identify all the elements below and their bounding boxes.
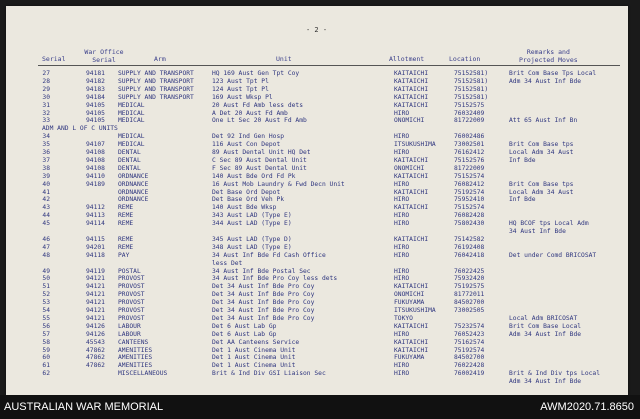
serial-cell: 53	[42, 299, 50, 307]
allotment-cell: FUKUYAMA	[394, 299, 425, 307]
unit-cell: Brit & Ind Div GSI Liaison Sec	[212, 370, 326, 378]
war-office-serial-cell: 94121	[86, 283, 105, 291]
allotment-cell: HIRO	[394, 275, 410, 283]
unit-cell: 140 Aust Bde Ord Fd Pk	[212, 172, 296, 180]
table-row	[6, 86, 628, 94]
arm-cell: PROVOST	[118, 307, 145, 314]
table-row	[6, 133, 628, 141]
serial-cell: 54	[42, 307, 50, 314]
table-row	[6, 173, 628, 181]
unit-cell: 34 Aust Inf Bde Postal Sec	[212, 267, 311, 275]
header-serial: Serial	[42, 55, 66, 63]
location-cell: 75192574	[454, 346, 485, 354]
footer-bar	[0, 395, 640, 419]
serial-cell: 40	[42, 180, 50, 188]
war-office-serial-cell: 94182	[86, 77, 105, 85]
unit-cell: Det 6 Aust Lab Gp	[212, 330, 277, 338]
serial-cell: 44	[42, 212, 50, 220]
serial-cell: 30	[42, 93, 50, 101]
unit-cell: 124 Aust Tpt Pl	[212, 85, 269, 93]
location-cell: 75192575	[454, 283, 485, 291]
header-arm: Arm	[154, 55, 166, 63]
allotment-cell: HIRO	[394, 196, 410, 204]
war-office-serial-cell: 94119	[86, 267, 105, 275]
unit-cell: One Lt Sec 20 Aust Fd Amb	[212, 117, 307, 125]
war-office-serial-cell: 94184	[86, 93, 105, 101]
serial-cell: 52	[42, 291, 50, 299]
arm-cell: REME	[118, 220, 134, 228]
remarks-cell: Adm 34 Aust Inf Bde	[509, 77, 582, 85]
serial-cell: 29	[42, 85, 50, 93]
serial-cell: 45	[42, 220, 50, 228]
location-cell: 75192574	[454, 188, 485, 196]
unit-cell: Det 34 Aust Inf Bde Pro Coy	[212, 291, 315, 299]
location-cell: 76082412	[454, 180, 485, 188]
arm-cell: MEDICAL	[118, 109, 145, 117]
arm-cell: REME	[118, 235, 134, 243]
allotment-cell: HIRO	[394, 330, 410, 338]
serial-cell: 32	[42, 109, 50, 117]
unit-cell: 34 Aust Inf Bde Fd Cash Office	[212, 251, 326, 259]
allotment-cell: HIRO	[394, 180, 410, 188]
remarks-cell: Inf Bde	[509, 196, 536, 204]
arm-cell: LABOUR	[118, 330, 141, 338]
arm-cell: ORDNANCE	[118, 172, 149, 180]
table-row	[6, 204, 628, 212]
unit-cell: Det 34 Aust Inf Bde Pro Coy	[212, 307, 315, 314]
location-cell: 73002501	[454, 141, 485, 149]
arm-cell: SUPPLY AND TRANSPORT	[118, 77, 194, 85]
unit-cell: HQ 169 Aust Gen Tpt Coy	[212, 70, 300, 77]
table-row	[6, 220, 628, 228]
war-office-serial-cell: 45543	[86, 338, 105, 346]
serial-cell: 58	[42, 338, 50, 346]
serial-cell: 35	[42, 141, 50, 149]
arm-cell: DENTAL	[118, 164, 141, 172]
allotment-cell: KAITAICHI	[394, 172, 429, 180]
arm-cell: AMENITIES	[118, 346, 153, 354]
unit-cell: 169 Aust Wksp Pl	[212, 93, 273, 101]
location-cell: 76082428	[454, 212, 485, 220]
location-cell: 75152581)	[454, 85, 489, 93]
location-cell: 76022428	[454, 362, 485, 370]
unit-cell: 16 Aust Mob Laundry & Fwd Decn Unit	[212, 180, 345, 188]
serial-cell: 41	[42, 188, 50, 196]
war-office-serial-cell: 94121	[86, 275, 105, 283]
unit-cell: F Sec 89 Aust Dental Unit	[212, 164, 307, 172]
remarks-cell: HQ BCOF tps Local Adm	[509, 220, 589, 228]
serial-cell: 31	[42, 101, 50, 109]
table-row	[6, 157, 628, 165]
unit-cell: 344 Aust LAD (Type E)	[212, 220, 292, 228]
location-cell: 75162574	[454, 338, 485, 346]
unit-cell: Det 1 Aust Cinema Unit	[212, 346, 296, 354]
unit-cell: 116 Aust Con Depot	[212, 141, 281, 149]
location-cell: 76032409	[454, 109, 485, 117]
war-office-serial-cell: 94201	[86, 243, 105, 251]
header-allotment: Allotment	[389, 55, 425, 63]
unit-cell: C Sec 89 Aust Dental Unit	[212, 156, 307, 164]
war-office-serial-cell: 47862	[86, 346, 105, 354]
header-rule	[38, 65, 620, 66]
war-office-serial-cell: 94108	[86, 156, 105, 164]
allotment-cell: HIRO	[394, 212, 410, 220]
table-row	[6, 323, 628, 331]
serial-cell: 49	[42, 267, 50, 275]
remarks-cell: Brit Com Base tps	[509, 141, 574, 149]
location-cell: 76002486	[454, 133, 485, 141]
allotment-cell: KAITAICHI	[394, 204, 429, 212]
arm-cell: POSTAL	[118, 267, 141, 275]
table-row	[6, 102, 628, 110]
location-cell: 75802430	[454, 220, 485, 228]
allotment-cell: KAITAICHI	[394, 93, 429, 101]
unit-cell: 343 Aust LAD (Type E)	[212, 212, 292, 220]
location-cell: 75152581)	[454, 77, 489, 85]
arm-cell: AMENITIES	[118, 362, 153, 370]
table-row	[6, 275, 628, 283]
allotment-cell: KAITAICHI	[394, 77, 429, 85]
unit-cell: 20 Aust Fd Amb less dets	[212, 101, 303, 109]
unit-cell: A Det 20 Aust Fd Amb	[212, 109, 288, 117]
unit-cell: Det AA Canteens Service	[212, 338, 300, 346]
arm-cell: PROVOST	[118, 275, 145, 283]
allotment-cell: FUKUYAMA	[394, 354, 425, 362]
allotment-cell: ONOMICHI	[394, 117, 425, 125]
allotment-cell: KAITAICHI	[394, 235, 429, 243]
document-page	[6, 6, 628, 395]
unit-cell: Det 34 Aust Inf Bde Pro Coy	[212, 283, 315, 291]
serial-cell: 50	[42, 275, 50, 283]
war-office-serial-cell: 94105	[86, 117, 105, 125]
unit-cell: 34 Aust Inf Bde Pro Coy less dets	[212, 275, 338, 283]
table-row	[6, 244, 628, 252]
footer-reference: AWM2020.71.8650	[540, 401, 634, 413]
unit-cell: Det 1 Aust Cinema Unit	[212, 354, 296, 362]
allotment-cell: HIRO	[394, 149, 410, 156]
arm-cell: MEDICAL	[118, 117, 145, 125]
allotment-cell: KAITAICHI	[394, 101, 429, 109]
location-cell: 75152575	[454, 101, 485, 109]
allotment-cell: KAITAICHI	[394, 338, 429, 346]
arm-cell: CANTEENS	[118, 338, 149, 346]
table-row	[6, 236, 628, 244]
table-row	[6, 78, 628, 86]
remarks-cell: Adm 34 Aust Inf Bde	[509, 330, 582, 338]
footer-institution: AUSTRALIAN WAR MEMORIAL	[4, 401, 164, 413]
war-office-serial-cell: 94126	[86, 330, 105, 338]
table-row	[6, 331, 628, 339]
remarks-cell: Brit Com Base tps	[509, 180, 574, 188]
remarks-cell: Local Adm 34 Aust	[509, 188, 574, 196]
location-cell: 75152581)	[454, 70, 489, 77]
table-row	[6, 181, 628, 189]
arm-cell: MEDICAL	[118, 133, 145, 141]
remarks-cell: Att 65 Aust Inf Bn	[509, 117, 578, 125]
allotment-cell: KAITAICHI	[394, 70, 429, 77]
table-row	[6, 370, 628, 378]
remarks-cell: Local Adm 34 Aust	[509, 149, 574, 156]
location-cell: 76042418	[454, 251, 485, 259]
arm-cell: ORDNANCE	[118, 180, 149, 188]
arm-cell: PAY	[118, 251, 130, 259]
arm-cell: AMENITIES	[118, 354, 153, 362]
arm-cell: REME	[118, 243, 134, 251]
location-cell: 81722009	[454, 117, 485, 125]
serial-cell: 36	[42, 149, 50, 156]
remarks-cell: Brit Com Base Local	[509, 322, 582, 330]
arm-cell: PROVOST	[118, 283, 145, 291]
arm-cell: ORDNANCE	[118, 188, 149, 196]
location-cell: 81722009	[454, 164, 485, 172]
allotment-cell: HIRO	[394, 362, 410, 370]
allotment-cell: KAITAICHI	[394, 188, 429, 196]
arm-cell: PROVOST	[118, 291, 145, 299]
war-office-serial-cell: 94121	[86, 299, 105, 307]
location-cell: 81772011	[454, 291, 485, 299]
serial-cell: 27	[42, 70, 50, 77]
serial-cell: 48	[42, 251, 50, 259]
war-office-serial-cell: 94105	[86, 109, 105, 117]
table-row	[6, 268, 628, 276]
table-row	[6, 196, 628, 204]
war-office-serial-cell: 94108	[86, 164, 105, 172]
arm-cell: DENTAL	[118, 156, 141, 164]
location-cell: 75142582	[454, 235, 485, 243]
remarks-cell: Adm 34 Aust Inf Bde	[509, 378, 582, 386]
arm-cell: REME	[118, 212, 134, 220]
allotment-cell: KAITAICHI	[394, 283, 429, 291]
allotment-cell: ITSUKUSHIMA	[394, 141, 436, 149]
serial-cell: 59	[42, 346, 50, 354]
table-row	[6, 354, 628, 362]
allotment-cell: HIRO	[394, 267, 410, 275]
location-cell: 76162412	[454, 149, 485, 156]
allotment-cell: ONOMICHI	[394, 164, 425, 172]
table-row	[6, 149, 628, 157]
arm-cell: MEDICAL	[118, 101, 145, 109]
serial-cell: 62	[42, 370, 50, 378]
table-row	[6, 165, 628, 173]
header-location: Location	[449, 55, 481, 63]
unit-cell: 89 Aust Dental Unit HQ Det	[212, 149, 311, 156]
page-number: - 2 -	[306, 26, 328, 34]
war-office-serial-cell: 94114	[86, 220, 105, 228]
allotment-table	[6, 70, 628, 390]
unit-cell: 348 Aust LAD (Type E)	[212, 243, 292, 251]
arm-cell: PROVOST	[118, 299, 145, 307]
remarks-cell: 34 Aust Inf Bde	[509, 228, 566, 235]
table-row	[6, 307, 628, 315]
location-cell: 75232574	[454, 322, 485, 330]
unit-cell: Det 34 Aust Inf Bde Pro Coy	[212, 299, 315, 307]
header-unit: Unit	[276, 55, 292, 63]
allotment-cell: KAITAICHI	[394, 322, 429, 330]
unit-cell: Det Base Ord Depot	[212, 188, 281, 196]
table-row	[6, 252, 628, 260]
unit-cell: Det 34 Aust Inf Bde Pro Coy	[212, 314, 315, 322]
location-cell: 75152574	[454, 172, 485, 180]
header-war-office-serial: War Office Serial	[84, 48, 124, 64]
allotment-cell: HIRO	[394, 370, 410, 378]
table-row	[6, 189, 628, 197]
war-office-serial-cell: 94121	[86, 291, 105, 299]
serial-cell: 61	[42, 362, 50, 370]
war-office-serial-cell: 94112	[86, 204, 105, 212]
serial-cell: 39	[42, 172, 50, 180]
arm-cell: DENTAL	[118, 149, 141, 156]
war-office-serial-cell: 94183	[86, 85, 105, 93]
arm-cell: MISCELLANEOUS	[118, 370, 168, 378]
war-office-serial-cell: 94107	[86, 141, 105, 149]
table-row	[6, 347, 628, 355]
serial-cell: 55	[42, 314, 50, 322]
location-cell: 76192408	[454, 243, 485, 251]
table-row	[6, 283, 628, 291]
unit-cell: 345 Aust LAD (Type D)	[212, 235, 292, 243]
location-cell: 84502700	[454, 354, 485, 362]
unit-cell: Det 6 Aust Lab Gp	[212, 322, 277, 330]
serial-cell: 28	[42, 77, 50, 85]
allotment-cell: ITSUKUSHIMA	[394, 307, 436, 314]
table-row	[6, 291, 628, 299]
serial-cell: 33	[42, 117, 50, 125]
war-office-serial-cell: 94181	[86, 70, 105, 77]
war-office-serial-cell: 94121	[86, 307, 105, 314]
arm-cell: SUPPLY AND TRANSPORT	[118, 85, 194, 93]
allotment-cell: HIRO	[394, 243, 410, 251]
war-office-serial-cell: 94113	[86, 212, 105, 220]
arm-cell: REME	[118, 204, 134, 212]
unit-cell: Det 1 Aust Cinema Unit	[212, 362, 296, 370]
remarks-cell: Local Adm BRICOSAT	[509, 314, 578, 322]
table-row	[6, 110, 628, 118]
table-row	[6, 228, 628, 236]
remarks-cell: Inf Bde	[509, 156, 536, 164]
location-cell: 76022425	[454, 267, 485, 275]
allotment-cell: TOKYO	[394, 314, 413, 322]
arm-cell: PROVOST	[118, 314, 145, 322]
allotment-cell: HIRO	[394, 109, 410, 117]
table-row	[6, 70, 628, 78]
table-row	[6, 339, 628, 347]
allotment-cell: KAITAICHI	[394, 156, 429, 164]
location-cell: 76052423	[454, 330, 485, 338]
war-office-serial-cell: 94110	[86, 172, 105, 180]
arm-cell: LABOUR	[118, 322, 141, 330]
war-office-serial-cell: 94108	[86, 149, 105, 156]
table-row	[6, 94, 628, 102]
location-cell: 75932420	[454, 275, 485, 283]
war-office-serial-cell: 94105	[86, 101, 105, 109]
serial-cell: 38	[42, 164, 50, 172]
location-cell: 84502700	[454, 299, 485, 307]
war-office-serial-cell: 47862	[86, 362, 105, 370]
remarks-cell: Brit & Ind Div tps Local	[509, 370, 600, 378]
location-cell: 76002419	[454, 370, 485, 378]
location-cell: 73002505	[454, 307, 485, 314]
location-cell: 75152576	[454, 156, 485, 164]
war-office-serial-cell: 94121	[86, 314, 105, 322]
table-row	[6, 378, 628, 386]
table-row	[6, 362, 628, 370]
location-cell: 75952410	[454, 196, 485, 204]
table-row	[6, 117, 628, 125]
serial-cell: 46	[42, 235, 50, 243]
table-row	[6, 260, 628, 268]
arm-cell: ORDNANCE	[118, 196, 149, 204]
allotment-cell: HIRO	[394, 220, 410, 228]
allotment-cell: HIRO	[394, 251, 410, 259]
arm-cell: SUPPLY AND TRANSPORT	[118, 93, 194, 101]
unit-cell: Det 92 Ind Gen Hosp	[212, 133, 285, 141]
section-title: ADM AND L OF C UNITS	[42, 125, 118, 133]
war-office-serial-cell: 94126	[86, 322, 105, 330]
serial-cell: 42	[42, 196, 50, 204]
serial-cell: 56	[42, 322, 50, 330]
war-office-serial-cell: 94118	[86, 251, 105, 259]
unit-cell: Det Base Ord Veh Pk	[212, 196, 285, 204]
serial-cell: 34	[42, 133, 50, 141]
serial-cell: 60	[42, 354, 50, 362]
table-row	[6, 212, 628, 220]
remarks-cell: Det under Comd BRICOSAT	[509, 251, 597, 259]
table-row	[6, 141, 628, 149]
war-office-serial-cell: 47862	[86, 354, 105, 362]
arm-cell: MEDICAL	[118, 141, 145, 149]
location-cell: 75152581)	[454, 93, 489, 101]
serial-cell: 37	[42, 156, 50, 164]
allotment-cell: HIRO	[394, 133, 410, 141]
location-cell: 75152574	[454, 204, 485, 212]
allotment-cell: KAITAICHI	[394, 85, 429, 93]
war-office-serial-cell: 94115	[86, 235, 105, 243]
serial-cell: 51	[42, 283, 50, 291]
serial-cell: 57	[42, 330, 50, 338]
serial-cell: 43	[42, 204, 50, 212]
header-remarks: Remarks and Projected Moves	[519, 48, 578, 64]
arm-cell: SUPPLY AND TRANSPORT	[118, 70, 194, 77]
unit-cell: less Det	[212, 259, 243, 267]
allotment-cell: ONOMICHI	[394, 291, 425, 299]
table-row	[6, 315, 628, 323]
unit-cell: 123 Aust Tpt Pl	[212, 77, 269, 85]
allotment-cell: KAITAICHI	[394, 346, 429, 354]
unit-cell: 140 Aust Bde Wksp	[212, 204, 277, 212]
table-row	[6, 299, 628, 307]
war-office-serial-cell: 94189	[86, 180, 105, 188]
serial-cell: 47	[42, 243, 50, 251]
remarks-cell: Brit Com Base Tps Local	[509, 70, 597, 77]
